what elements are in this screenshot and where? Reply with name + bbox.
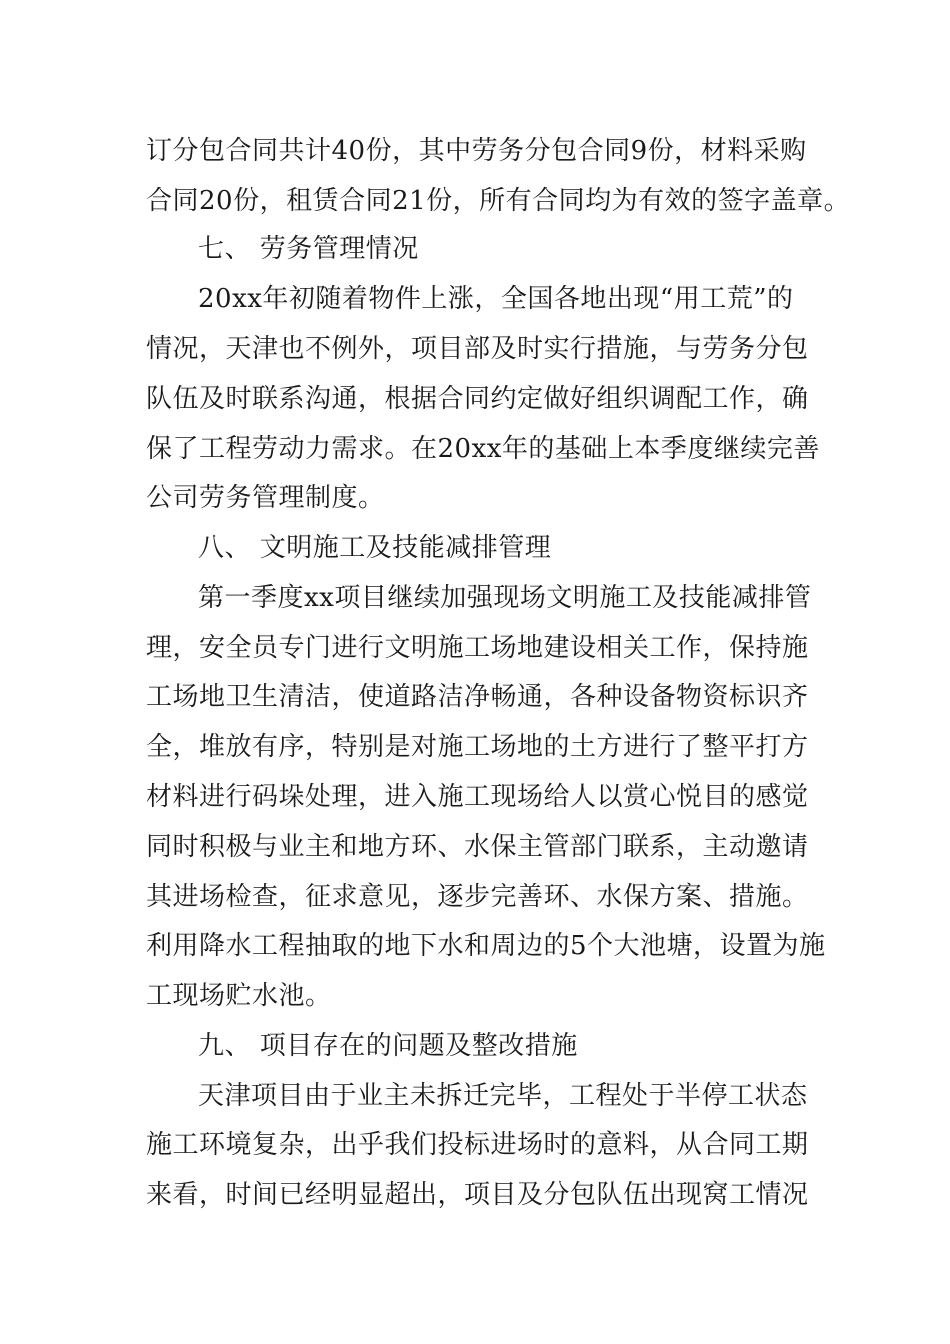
text-line: 情况，天津也不例外，项目部及时实行措施，与劳务分包 (146, 334, 809, 364)
text-line: 利用降水工程抽取的地下水和周边的5个大池塘，设置为施 (146, 931, 826, 961)
text-line: 订分包合同共计40份，其中劳务分包合同9份，材料采购 (146, 136, 807, 166)
text-line: 全，堆放有序，特别是对施工场地的土方进行了整平打方 (146, 732, 809, 762)
text-line: 来看，时间已经明显超出，项目及分包队伍出现窝工情况 (146, 1180, 809, 1210)
text-line: 工现场贮水池。 (146, 981, 332, 1011)
section-heading: 八、 文明施工及技能减排管理 (198, 533, 552, 563)
text-line: 队伍及时联系沟通，根据合同约定做好组织调配工作，确 (146, 384, 809, 414)
section-heading: 九、 项目存在的问题及整改措施 (198, 1031, 578, 1061)
text-line: 天津项目由于业主未拆迁完毕，工程处于半停工状态 (198, 1081, 808, 1111)
text-line: 合同20份，租赁合同21份，所有合同均为有效的签字盖章。 (146, 186, 851, 216)
text-line: 施工环境复杂，出乎我们投标进场时的意料，从合同工期 (146, 1130, 809, 1160)
text-line: 其进场检查，征求意见，逐步完善环、水保方案、措施。 (146, 882, 809, 912)
text-line: 理，安全员专门进行文明施工场地建设相关工作，保持施 (146, 633, 809, 663)
text-line: 工场地卫生清洁，使道路洁净畅通，各种设备物资标识齐 (146, 682, 809, 712)
text-line: 保了工程劳动力需求。在20xx年的基础上本季度继续完善 (146, 434, 820, 464)
text-line: 同时积极与业主和地方环、水保主管部门联系，主动邀请 (146, 832, 809, 862)
text-line: 20xx年初随着物件上涨，全国各地出现“用工荒”的 (198, 284, 794, 314)
text-line: 公司劳务管理制度。 (146, 483, 385, 513)
text-line: 第一季度xx项目继续加强现场文明施工及技能减排管 (198, 583, 812, 613)
section-heading: 七、 劳务管理情况 (198, 234, 419, 264)
text-line: 材料进行码垛处理，进入施工现场给人以赏心悦目的感觉 (146, 782, 809, 812)
